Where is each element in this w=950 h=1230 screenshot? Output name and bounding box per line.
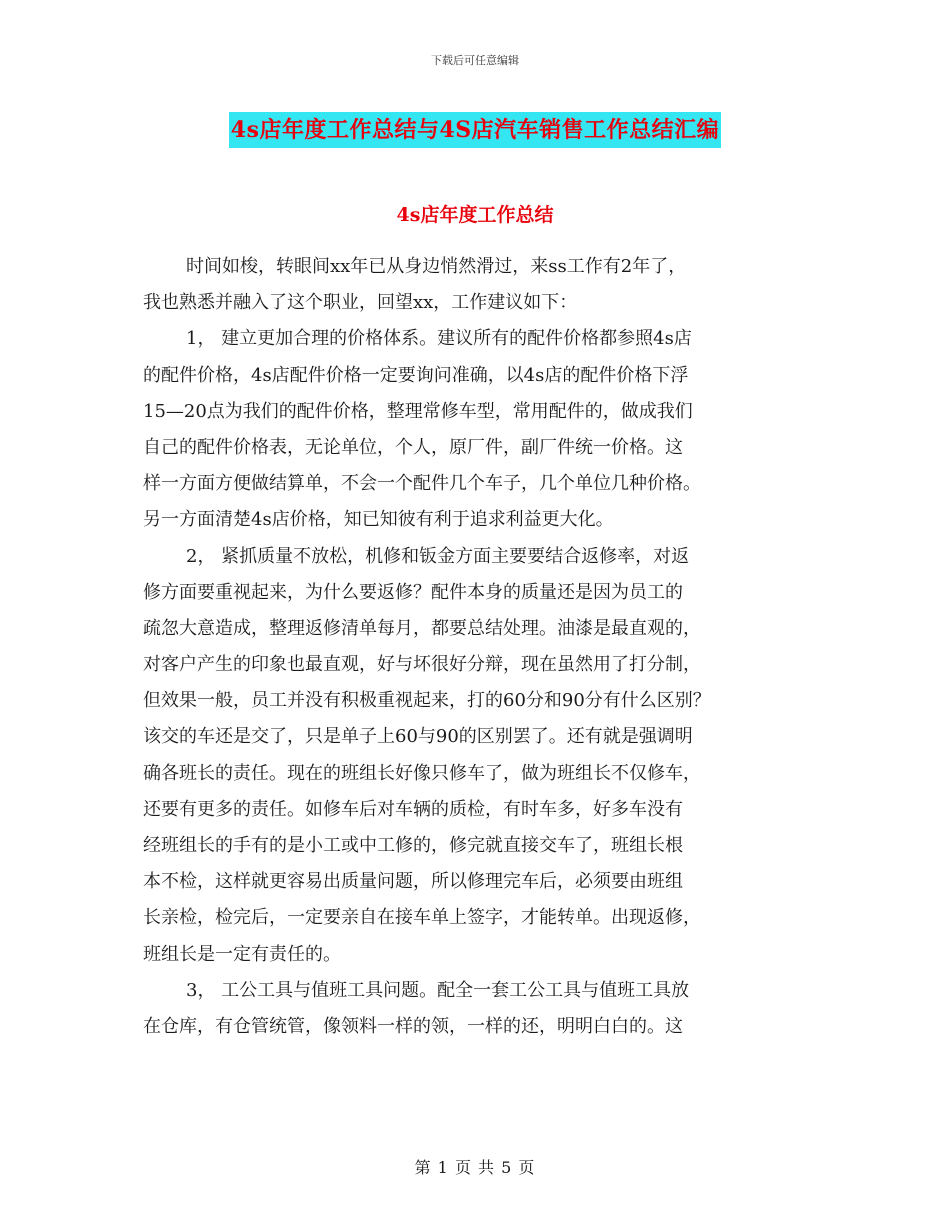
main-title-wrap xyxy=(0,112,950,148)
text-line: 的配件价格，4s店配件价格一定要询问准确，以4s店的配件价格下浮 xyxy=(143,364,689,386)
text-line: 该交的车还是交了，只是单子上60与90的区别罢了。还有就是强调明 xyxy=(143,726,693,748)
text-line: 长亲检，检完后，一定要亲自在接车单上签字，才能转单。出现返修， xyxy=(143,907,701,929)
text-line: 15—20点为我们的配件价格，整理常修车型，常用配件的，做成我们 xyxy=(143,400,693,422)
text-line: 班组长是一定有责任的。 xyxy=(143,943,341,965)
text-line: 1， 建立更加合理的价格体系。建议所有的配件价格都参照4s店 xyxy=(186,328,692,350)
text-line: 本不检，这样就更容易出质量问题，所以修理完车后，必须要由班组 xyxy=(143,871,683,893)
text-line: 时间如梭，转眼间xx年已从身边悄然滑过，来ss工作有2年了， xyxy=(186,256,687,277)
text-line: 确各班长的责任。现在的班组长好像只修车了，做为班组长不仅修车， xyxy=(143,762,701,784)
main-title: 4s店年度工作总结与4S店汽车销售工作总结汇编 xyxy=(229,112,721,148)
text-line: 另一方面清楚4s店价格，知已知彼有利于追求利益更大化。 xyxy=(143,509,614,531)
header-note: 下载后可任意编辑 xyxy=(431,54,519,67)
text-line: 还要有更多的责任。如修车后对车辆的质检，有时车多，好多车没有 xyxy=(143,798,683,820)
text-line: 疏忽大意造成，整理返修清单每月，都要总结处理。油漆是最直观的， xyxy=(143,617,701,639)
page-footer: 第 1 页 共 5 页 xyxy=(414,1158,536,1177)
text-line: 在仓库，有仓管统管，像领料一样的领，一样的还，明明白白的。这 xyxy=(143,1015,683,1037)
text-line: 自己的配件价格表，无论单位，个人，原厂件，副厂件统一价格。这 xyxy=(143,436,683,458)
text-line: 样一方面方便做结算单，不会一个配件几个车子，几个单位几种价格。 xyxy=(143,473,701,495)
text-line: 3， 工公工具与值班工具问题。配全一套工公工具与值班工具放 xyxy=(186,979,690,1001)
text-line: 经班组长的手有的是小工或中工修的，修完就直接交车了，班组长根 xyxy=(143,835,683,856)
text-line: 修方面要重视起来，为什么要返修？配件本身的质量还是因为员工的 xyxy=(143,581,683,603)
text-line: 2， 紧抓质量不放松，机修和钣金方面主要要结合返修率，对返 xyxy=(186,545,690,567)
section-title: 4s店年度工作总结 xyxy=(396,204,554,226)
body-text xyxy=(143,249,843,1045)
text-line: 但效果一般，员工并没有积极重视起来，打的60分和90分有什么区别？ xyxy=(143,690,711,712)
text-line: 我也熟悉并融入了这个职业，回望xx，工作建议如下： xyxy=(143,292,578,314)
text-line: 对客户产生的印象也最直观，好与坏很好分辩，现在虽然用了打分制， xyxy=(143,654,701,676)
